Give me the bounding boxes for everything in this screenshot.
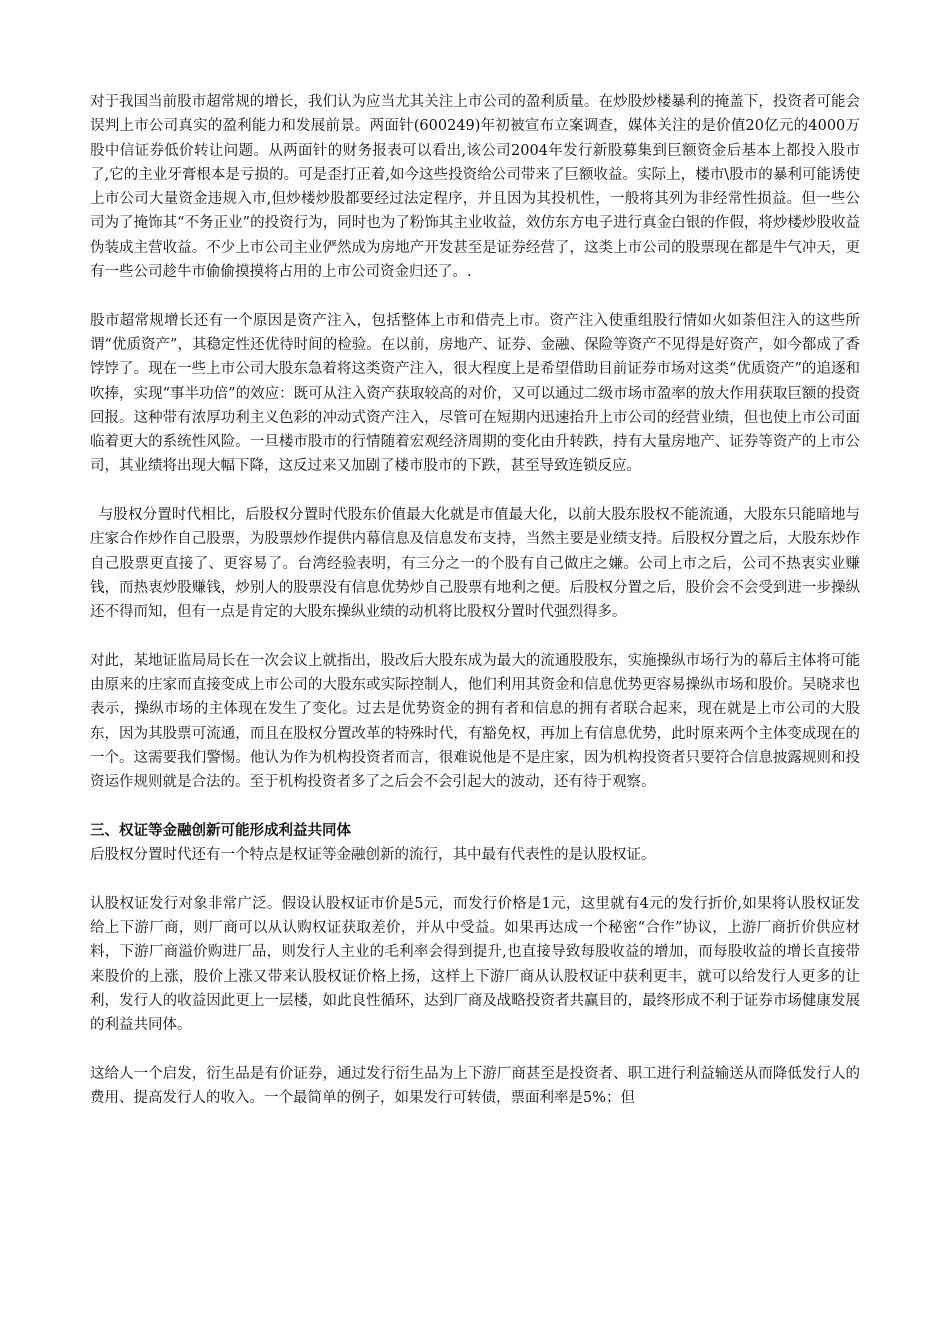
paragraph-regulator-remarks: 对此，某地证监局局长在一次会议上就指出，股改后大股东成为最大的流通股股东，实施操纵市场行为的幕后主体将可能由原来的庄家而直接变成上市公司的大股东或实际控制人，他们利用其资金和信息优势更容易操纵市场和股价。吴晓求也表示，操纵市场的主体现在发生了变化。过去是优势资金的拥有者和信息的拥有者联合起来，现在就是上市公司的大股东，因为其股票可流通，而且在股权分置改革的特殊时代，有豁免权，再加上有信息优势，此时原来两个主体变成现在的一个。这需要我们警惕。他认为作为机构投资者而言，很难说他是不是庄家，因为机构投资者只要符合信息披露规则和投资运作规则就是合法的。至于机构投资者多了之后会不会引起大的波动，还有待于观察。 bbox=[90, 652, 860, 791]
paragraph-share-reform: 与股权分置时代相比，后股权分置时代股东价值最大化就是市值最大化，以前大股东股权不能流通，大股东只能暗地与庄家合作炒作自己股票，为股票炒作提供内幕信息及信息发布支持，当然主要是业绩支持。后股权分置之后，大股东炒作自己股票更直接了、更容易了。台湾经验表明，有三分之一的个股有自己做庄之嫌。公司上市之后，公司不热衷实业赚钱，而热衷炒股赚钱，炒别人的股票没有信息优势炒自己股票有地利之便。后股权分置之后，股价会不会受到进一步操纵还不得而知，但有一点是肯定的大股东操纵业绩的动机将比股权分置时代强烈得多。 bbox=[90, 507, 860, 621]
paragraph-asset-injection: 股市超常规增长还有一个原因是资产注入，包括整体上市和借壳上市。资产注入使重组股行情如火如荼但注入的这些所谓“优质资产”，其稳定性还优待时间的检验。在以前，房地产、证券、金融、保险等资产不见得是好资产，如今都成了香饽饽了。现在一些上市公司大股东急着将这类资产注入，很大程度上是希望借助目前证券市场对这类“优质资产”的追逐和吹捧，实现“事半功倍”的效应：既可从注入资产获取较高的对价，又可以通过二级市场市盈率的放大作用获取巨额的投资回报。这种带有浓厚功利主义色彩的冲动式资产注入，尽管可在短期内迅速抬升上市公司的经营业绩，但也使上市公司面临着更大的系统性风险。一旦楼市股市的行情随着宏观经济周期的变化由升转跌，持有大量房地产、证券等资产的上市公司，其业绩将出现大幅下降，这反过来又加剧了楼市股市的下跌，甚至导致连锁反应。 bbox=[90, 312, 860, 475]
section-heading: 三、权证等金融创新可能形成利益共同体 bbox=[90, 822, 351, 839]
paragraph-derivatives: 这给人一个启发，衍生品是有价证券，通过发行衍生品为上下游厂商甚至是投资者、职工进行利益输送从而降低发行人的费用、提高发行人的收入。一个最简单的例子，如果发行可转债，票面利率是5%；但 bbox=[90, 1065, 860, 1107]
paragraph-warrant-example: 认股权证发行对象非常广泛。假设认股权证市价是5元，而发行价格是1元，这里就有4元的发行折价,如果将认股权证发给上下游厂商，则厂商可以从认购权证获取差价，并从中受益。如果再达成一个秘密“合作”协议，上游厂商折价供应材料，下游厂商溢价购进厂品，则发行人主业的毛利率会得到提升,也直接导致每股收益的增加，而每股收益的增长直接带来股价的上涨，股价上涨又带来认股权证价格上扬，这样上下游厂商从认股权证中获利更丰，就可以给发行人更多的让利，发行人的收益因此更上一层楼，如此良性循环，达到厂商及战略投资者共赢目的，最终形成不利于证券市场健康发展的利益共同体。 bbox=[90, 895, 860, 1034]
document-page bbox=[90, 90, 860, 1135]
paragraph-profit-quality: 对于我国当前股市超常规的增长，我们认为应当尤其关注上市公司的盈利质量。在炒股炒楼暴利的掩盖下，投资者可能会误判上市公司真实的盈利能力和发展前景。两面针(600249)年初被宣布立案调查，媒体关注的是价值20亿元的4000万股中信证券低价转让问题。从两面针的财务报表可以看出,该公司2004年发行新股募集到巨额资金后基本上都投入股市了,它的主业牙膏根本是亏损的。可是歪打正着,如今这些投资给公司带来了巨额收益。实际上，楼市\股市的暴利可能诱使上市公司大量资金违规入市,但炒楼炒股都要经过法定程序，并且因为其投机性，一般将其列为非经常性损益。但一些公司为了掩饰其“不务正业”的投资行为，同时也为了粉饰其主业收益，效仿东方电子进行真金白银的作假，将炒楼炒股收益伪装成主营收益。不少上市公司主业俨然成为房地产开发甚至是证券经营了，这类上市公司的股票现在都是牛气冲天，更有一些公司趁牛市偷偷摸摸将占用的上市公司资金归还了。. bbox=[90, 94, 860, 281]
paragraph-section-intro: 后股权分置时代还有一个特点是权证等金融创新的流行，其中最有代表性的是认股权证。 bbox=[90, 847, 656, 864]
